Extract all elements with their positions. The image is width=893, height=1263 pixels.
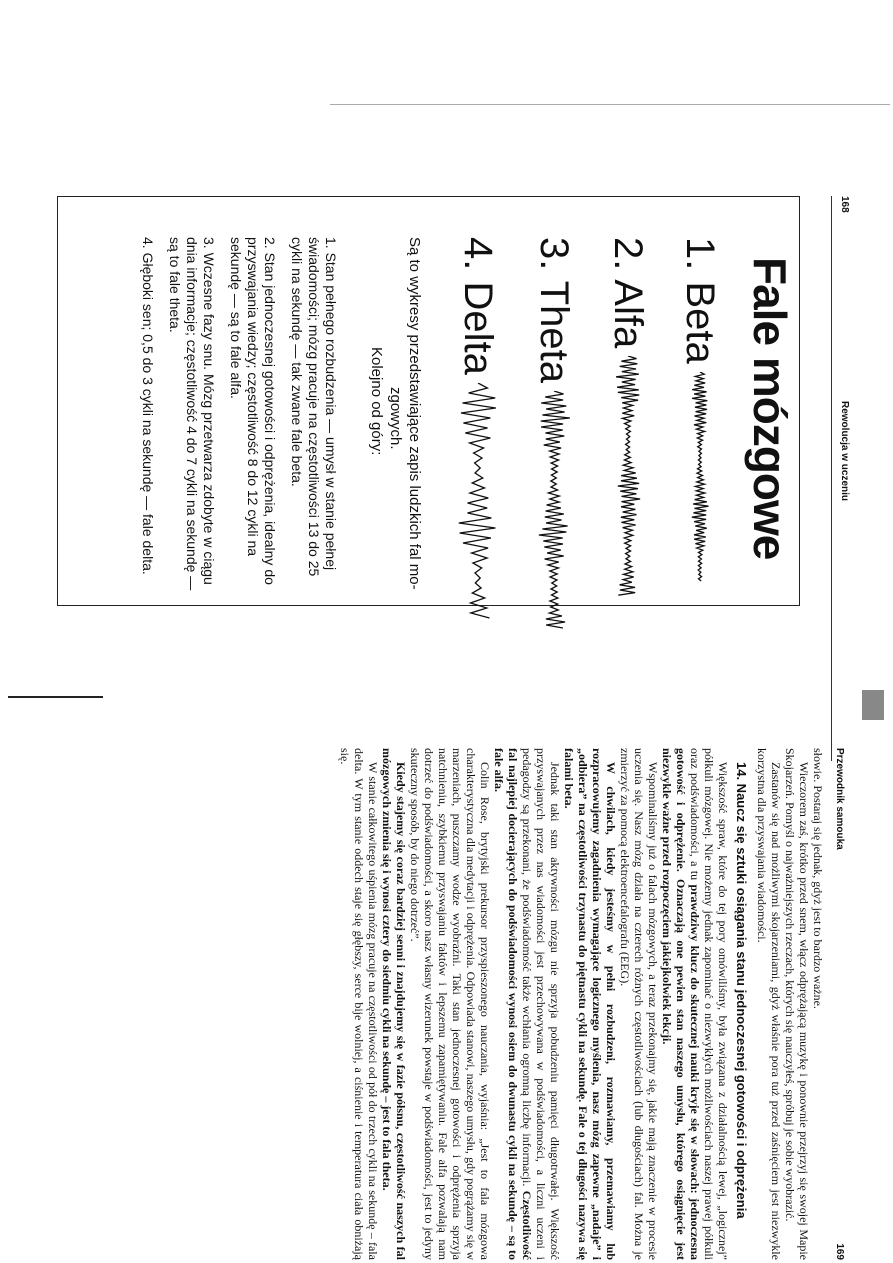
scan-top-line [330, 104, 890, 105]
box-intro [367, 237, 424, 597]
paragraph [492, 748, 562, 1260]
eeg-trace-line [459, 383, 496, 618]
bold-run: W chwilach, kiedy jesteśmy w pełni rozbudzeni, rozmawiamy, przemawiamy lub rozpracowujemy zagadnienia wymagające logicznego myślenia, nasz mózg zapewne „nadaje” i „odbiera” na częstotliwości trzynastu do piętnastu cykli na sekundę. Fale o tej długości nazywa się falami beta. [562, 748, 618, 1260]
wave-trace-delta [456, 383, 500, 623]
wave-row-beta [675, 237, 725, 582]
wave-row-theta [529, 237, 579, 631]
list-item: 2. Stan jednoczesnej gotowości i odprężenia, idealny do przyswajania wiedzy; częstotliwość 8 do 12 cykli na sekundę — są to fale alfa. [228, 237, 278, 585]
eeg-trace-line [616, 356, 640, 595]
wave-row-alfa [603, 237, 653, 596]
running-head: Przewodnik samouka [834, 748, 845, 850]
paragraph: W stanie całkowitego uśpienia mózg pracuje na częstotliwości od pół do trzech cykli na sekundę – fala delta. W tym stanie oddech staje się głębszy, serce bije wolniej, a ciśnienie i temperatura ciała obniżają się. [338, 748, 380, 1260]
bold-run: prawdziwy klucz do skutecznej nauki kryje się w słowach: jednoczesna gotowość i odprężenie. Oznaczają one pewien stan naszego umysłu, którego osiągnięcie jest niezwykle ważne przed rozpoczęciem jakiejkolwiek lekcji. [660, 748, 702, 1261]
wave-trace-beta [678, 372, 722, 582]
paragraph [660, 748, 730, 1260]
wave-trace-alfa [606, 356, 650, 596]
wave-row-delta [453, 237, 503, 623]
paragraph [562, 748, 618, 1260]
paragraph: Colin Rose, brytyjski prekursor przyspieszonego nauczania, wyjaśnia: „Jest to fala mózgowa charakterystyczna dla medytacji i odprężenia. Odpowiada stanowi, naszego umysłu, gdy pogrążamy się w marzeniach, puszczamy wodze wyobraźni. Taki stan jednoczesnej gotowości i odprężenia sprzyja natchnieniu, szybkiemu przyswajaniu faktów i lepszemu zapamiętywaniu. Fale alfa pozwalają nam dotrzeć do podświadomości, a skoro nasz własny wizerunek powstaje w podświadomości, jest to jedyny skuteczny sposób, by do niego dotrzeć”. [408, 748, 492, 1260]
eeg-trace-line [692, 372, 709, 581]
paragraph: Wspominaliśmy już o falach mózgowych, a teraz przekonajmy się, jakie mają znaczenie w procesie uczenia się. Nasz mózg działa na czterech różnych częstotliwościach (lub długościach) fal. Można je zmierzyć za pomocą elektroencefalografu (EEG). [618, 748, 660, 1260]
bold-run: Kiedy stajemy się coraz bardziej senni i znajdujemy się w fazie półsnu, częstotliwość naszych fal mózgowych zmienia się i wynosi cztery do siedmiu cykli na sekundę – jest to fala theta. [380, 748, 408, 1260]
wave-label: 3. Theta [532, 237, 577, 384]
header-rule [831, 196, 832, 761]
intro-line: Kolejno od góry: [368, 347, 385, 456]
intro-line: zgowych. [387, 387, 404, 450]
intro-line: Są to wykresy przedstawiające zapis ludzkich fal mo- [406, 237, 423, 590]
box-title: Fale mózgowe [744, 257, 796, 560]
paragraph [380, 748, 408, 1260]
wave-trace-theta [532, 391, 576, 631]
page-number: 169 [834, 1243, 845, 1260]
running-head: Rewolucja w uczeniu [839, 401, 850, 502]
page-header [829, 748, 845, 1260]
paragraph: słowie. Postaraj się jednak, gdyż jest to bardzo ważne. [811, 748, 825, 1009]
body-text [338, 748, 825, 1260]
page-169 [55, 748, 845, 1260]
section-heading: 14. Naucz się sztuki osiągania stanu jednoczesnej gotowości i odprężenia [734, 762, 749, 1219]
page-header [832, 196, 850, 708]
text-run: Większość spraw, które do tej pory omówiliśmy, była związana z działalnością lewej, „logicznej” półkuli mózgowej. Nie możemy jednak zapominać o niezwykłych możliwościach naszej prawej półkuli oraz podświadomości, a tu [688, 748, 730, 1260]
text-run: Jednak taki stan aktywności mózgu nie sprzyja pobudzeniu pamięci długotrwałej. Większość przyswajanych przez nas wiadomości jest przechowywana w podświadomości, a liczni uczeni i pedagodzy są przekonani, że podświadomość także wchłania ogromną liczbę informacji. [520, 748, 562, 1260]
list-item: 1. Stan pełnego rozbudzenia — umysł w stanie pełnej świadomości; mózg pracuje na częstotliwości 13 do 25 cykli na sekundę — tak zwane fale beta. [289, 237, 339, 577]
scan-gutter-mark-right [862, 690, 884, 720]
brain-waves-box [57, 196, 800, 606]
paragraph: Wieczorem zaś, krótko przed snem, włącz odprężającą muzykę i ponownie przejrzyj się swojej Mapie Skojarzeń. Pomyśl o najważniejszych rzeczach, których się nauczyłeś, spróbuj je sobie wyobrazić. [783, 748, 811, 1260]
list-item: 4. Głęboki sen; 0,5 do 3 cykli na sekundę — fale delta. [140, 237, 156, 575]
wave-label: 1. Beta [678, 237, 723, 364]
page-168 [58, 196, 848, 708]
wave-label: 4. Delta [456, 237, 501, 375]
paragraph: Zastanów się nad możliwymi skojarzeniami, gdyż właśnie pora tuż przed zaśnięciem jest niezwykle korzystna dla przyswajania wiadomości. [755, 748, 783, 1260]
list-item: 3. Wczesne fazy snu. Mózg przetwarza zdobyte w ciągu dnia informacje; częstotliwość 4 do 7 cykli na sekundę — są to fale theta. [167, 237, 217, 591]
bold-run: Częstotliwość fal najlepiej docierających do podświadomości wynosi osiem do dwunastu cykli na sekundę – są to fale alfa. [492, 748, 534, 1260]
eeg-trace-line [539, 391, 570, 628]
wave-label: 2. Alfa [606, 237, 651, 349]
page-number: 168 [839, 196, 850, 213]
wave-description-list [129, 237, 339, 597]
